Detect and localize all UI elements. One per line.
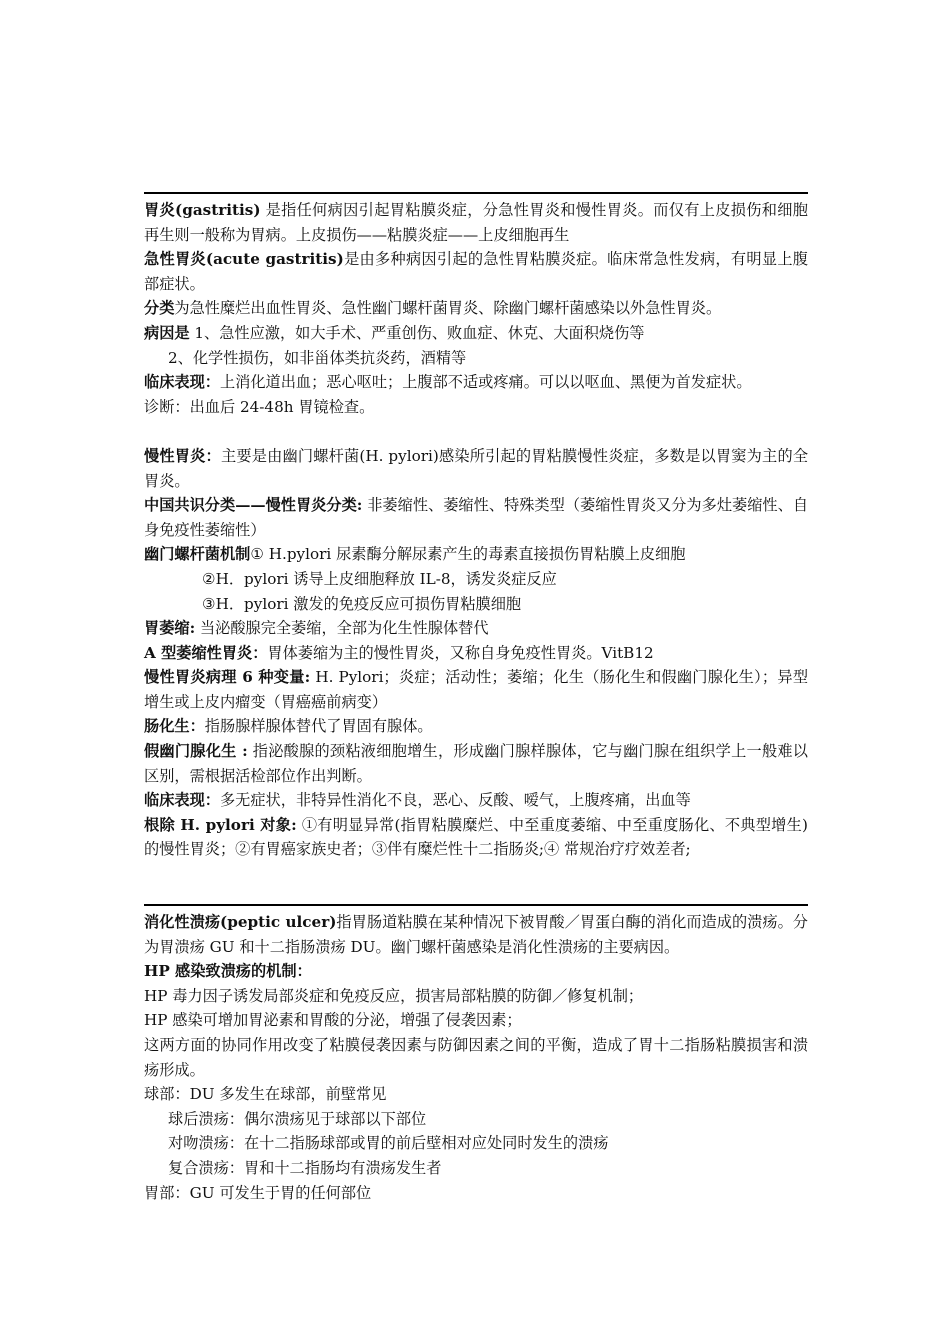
paragraph-intestinal-metaplasia: 肠化生：指肠腺样腺体替代了胃固有腺体。	[144, 717, 433, 736]
term-clinical: 临床表现：	[144, 791, 220, 810]
paragraph-type-a: A 型萎缩性胃炎：胃体萎缩为主的慢性胃炎，又称自身免疫性胃炎。VitB12	[144, 643, 654, 662]
paragraph-bulb: 球部：DU 多发生在球部，前壁常见	[144, 1085, 387, 1104]
paragraph-peptic-ulcer: 消化性溃疡(peptic ulcer)指胃肠道粘膜在某种情况下被胃酸／胃蛋白酶的消化而造成的溃疡。分为胃溃疡 GU 和十二指肠溃疡 DU。幽门螺杆菌感染是消化性溃疡的主要病因。	[144, 913, 808, 956]
paragraph-hp-mechanism: 幽门螺杆菌机制① H.pylori 尿素酶分解尿素产生的毒素直接损伤胃粘膜上皮细胞	[144, 545, 686, 564]
term-eradication: 根除 H. pylori 对象:	[144, 815, 297, 834]
term-chronic-gastritis: 慢性胃炎：	[144, 446, 221, 465]
paragraph-post-bulbar: 球后溃疡：偶尔溃疡见于球部以下部位	[168, 1109, 427, 1128]
paragraph-mechanism-1: HP 毒力因子诱发局部炎症和免疫反应，损害局部粘膜的防御／修复机制；	[144, 986, 644, 1005]
term-acute-gastritis: 急性胃炎(acute gastritis)	[144, 250, 344, 269]
paragraph-gastritis: 胃炎(gastritis) 是指任何病因引起胃粘膜炎症，分急性胃炎和慢性胃炎。而仅有上皮损伤和细胞再生则一般称为胃病。上皮损伤——粘膜炎症——上皮细胞再生	[144, 201, 808, 244]
paragraph-mechanism-3: 这两方面的协同作用改变了粘膜侵袭因素与防御因素之间的平衡，造成了胃十二指肠粘膜损害和溃疡形成。	[144, 1036, 808, 1079]
paragraph-chronic-gastritis: 慢性胃炎：主要是由幽门螺杆菌(H. pylori)感染所引起的胃粘膜慢性炎症，多数是以胃窦为主的全胃炎。	[144, 446, 809, 490]
paragraph-diagnosis: 诊断：出血后 24-48h 胃镜检查。	[144, 397, 375, 416]
paragraph-hp-mechanism-3: ③H．pylori 激发的免疫反应可损伤胃粘膜细胞	[202, 594, 522, 613]
paragraph-clinical-acute: 临床表现：上消化道出血；恶心呕吐；上腹部不适或疼痛。可以以呕血、黑便为首发症状。	[144, 373, 752, 392]
paragraph-six-variables: 慢性胃炎病理 6 种变量: H. Pylori；炎症；活动性；萎缩；化生（肠化生和假幽门腺化生）；异型增生或上皮内瘤变（胃癌癌前病变）	[144, 668, 809, 711]
term-atrophy: 胃萎缩:	[144, 619, 196, 638]
term-six-variables: 慢性胃炎病理 6 种变量:	[144, 668, 311, 687]
paragraph-classification: 分类为急性糜烂出血性胃炎、急性幽门螺杆菌胃炎、除幽门螺杆菌感染以外急性胃炎。	[144, 299, 722, 318]
document-body	[144, 192, 808, 1205]
paragraph-clinical-chronic: 临床表现：多无症状，非特异性消化不良，恶心、反酸、嗳气，上腹疼痛，出血等	[144, 791, 691, 810]
paragraph-compound-ulcer: 复合溃疡：胃和十二指肠均有溃疡发生者	[168, 1158, 442, 1177]
term-cause: 病因是	[144, 323, 190, 342]
paragraph-atrophy: 胃萎缩: 当泌酸腺完全萎缩，全部为化生性腺体替代	[144, 619, 489, 638]
paragraph-cause-2: 2、化学性损伤，如非甾体类抗炎药，酒精等	[168, 348, 467, 367]
paragraph-cause: 病因是 1、急性应激，如大手术、严重创伤、败血症、休克、大面积烧伤等	[144, 323, 645, 342]
paragraph-kissing-ulcer: 对吻溃疡：在十二指肠球部或胃的前后壁相对应处同时发生的溃疡	[168, 1134, 609, 1153]
paragraph-mechanism-2: HP 感染可增加胃泌素和胃酸的分泌，增强了侵袭因素；	[144, 1011, 522, 1030]
term-intestinal-metaplasia: 肠化生：	[144, 717, 205, 736]
section-gap	[144, 862, 808, 904]
paragraph-acute-gastritis: 急性胃炎(acute gastritis)是由多种病因引起的急性胃粘膜炎症。临床常急性发病，有明显上腹部症状。	[144, 250, 808, 293]
term-classification: 分类	[144, 299, 175, 318]
term-type-a: A 型萎缩性胃炎：	[144, 643, 268, 662]
term-hp-mechanism: 幽门螺杆菌机制	[144, 545, 251, 564]
term-consensus: 中国共识分类——慢性胃炎分类:	[144, 496, 363, 515]
blank-line	[144, 419, 808, 444]
section-divider	[144, 904, 808, 906]
heading-hp-ulcer-mechanism: HP 感染致溃疡的机制：	[144, 962, 312, 981]
section-divider	[144, 192, 808, 194]
paragraph-stomach: 胃部：GU 可发生于胃的任何部位	[144, 1183, 372, 1202]
paragraph-pseudo-pyloric: 假幽门腺化生 : 指泌酸腺的颈粘液细胞增生，形成幽门腺样腺体，它与幽门腺在组织学上一般难以区别，需根据活检部位作出判断。	[144, 742, 808, 785]
paragraph-consensus: 中国共识分类——慢性胃炎分类: 非萎缩性、萎缩性、特殊类型（萎缩性胃炎又分为多灶萎缩性、自身免疫性萎缩性）	[144, 496, 809, 539]
term-peptic-ulcer: 消化性溃疡(peptic ulcer)	[144, 913, 337, 932]
term-gastritis: 胃炎(gastritis)	[144, 201, 261, 219]
term-pseudo-pyloric: 假幽门腺化生 :	[144, 742, 248, 761]
paragraph-eradication: 根除 H. pylori 对象: ①有明显异常(指胃粘膜糜烂、中至重度萎缩、中至重度肠化、不典型增生)的慢性胃炎；②有胃癌家族史者；③伴有糜烂性十二指肠炎;④ 常规治疗疗效差者;	[144, 815, 808, 859]
paragraph-hp-mechanism-2: ②H．pylori 诱导上皮细胞释放 IL-8，诱发炎症反应	[202, 569, 557, 588]
term-clinical: 临床表现：	[144, 373, 220, 392]
